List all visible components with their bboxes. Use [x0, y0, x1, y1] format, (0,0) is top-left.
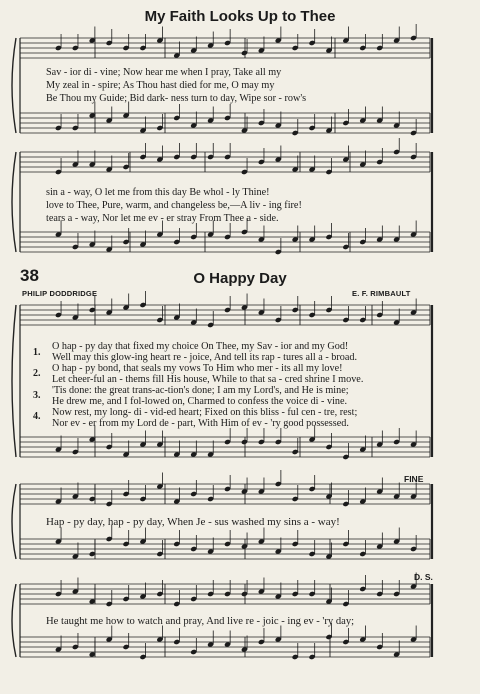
brace	[12, 152, 16, 252]
verse-line: Well may this glow-ing heart re - joice, And tell its rap - tures all a - broad.	[52, 352, 357, 363]
author-credit: PHILIP DODDRIDGE	[22, 289, 98, 298]
refrain-line-2: He taught me how to watch and pray, And live re - joic - ing ev - 'ry day;	[46, 616, 355, 627]
composer-credit: E. F. RIMBAULT	[352, 289, 411, 298]
verse-line: He drew me, and I fol-lowed on, Charmed to confess the voice di - vine.	[52, 396, 348, 407]
verse-number-1: 1.	[33, 347, 41, 358]
brace	[12, 584, 16, 657]
verse-line: Now rest, my long- di - vid-ed heart; Fixed on this bliss - ful cen - tre, rest;	[52, 407, 358, 418]
hymn-number: 38	[20, 266, 39, 285]
hymn1-s1-line3: Be Thou my Guide; Bid dark- ness turn to day, Wipe sor - row's	[46, 93, 307, 104]
verse-number-4: 4.	[33, 411, 41, 422]
verse-line: O hap - py bond, that seals my vows To Him who mer - its all my love!	[52, 363, 343, 374]
hymn1-s1-line2: My zeal in - spire; As Thou hast died for me, O may my	[46, 80, 275, 91]
ds-marking: D. S.	[414, 572, 433, 582]
brace	[12, 38, 16, 133]
hymn1-s2-line1: sin a - way, O let me from this day Be whol - ly Thine!	[46, 187, 270, 198]
refrain-line-1: Hap - py day, hap - py day, When Je - sus washed my sins a - way!	[46, 516, 340, 528]
verse-line: Let cheer-ful an - thems fill His house, While to that sa - cred shrine I move.	[52, 374, 364, 385]
hymn1-s2-line2: love to Thee, Pure, warm, and changeless be,—A liv - ing fire!	[46, 200, 302, 211]
verse-number-3: 3.	[33, 390, 41, 401]
brace	[12, 305, 16, 457]
hymn2-title: O Happy Day	[193, 270, 287, 287]
fine-marking: FINE	[404, 474, 424, 484]
brace	[12, 484, 16, 559]
verse-line: Nor ev - er from my Lord de - part, With Him of ev - 'ry good possessed.	[52, 418, 349, 429]
verse-line: 'Tis done: the great trans-ac-tion's done; I am my Lord's, and He is mine;	[52, 385, 349, 396]
verse-line: O hap - py day that fixed my choice On Thee, my Sav - ior and my God!	[52, 341, 349, 352]
hymn1-s1-line1: Sav - ior di - vine; Now hear me when I pray, Take all my	[46, 67, 282, 78]
hymn1-title: My Faith Looks Up to Thee	[144, 8, 336, 25]
verse-number-2: 2.	[33, 368, 41, 379]
hymn1-s2-line3: tears a - way, Nor let me ev - er stray From Thee a - side.	[46, 213, 279, 224]
